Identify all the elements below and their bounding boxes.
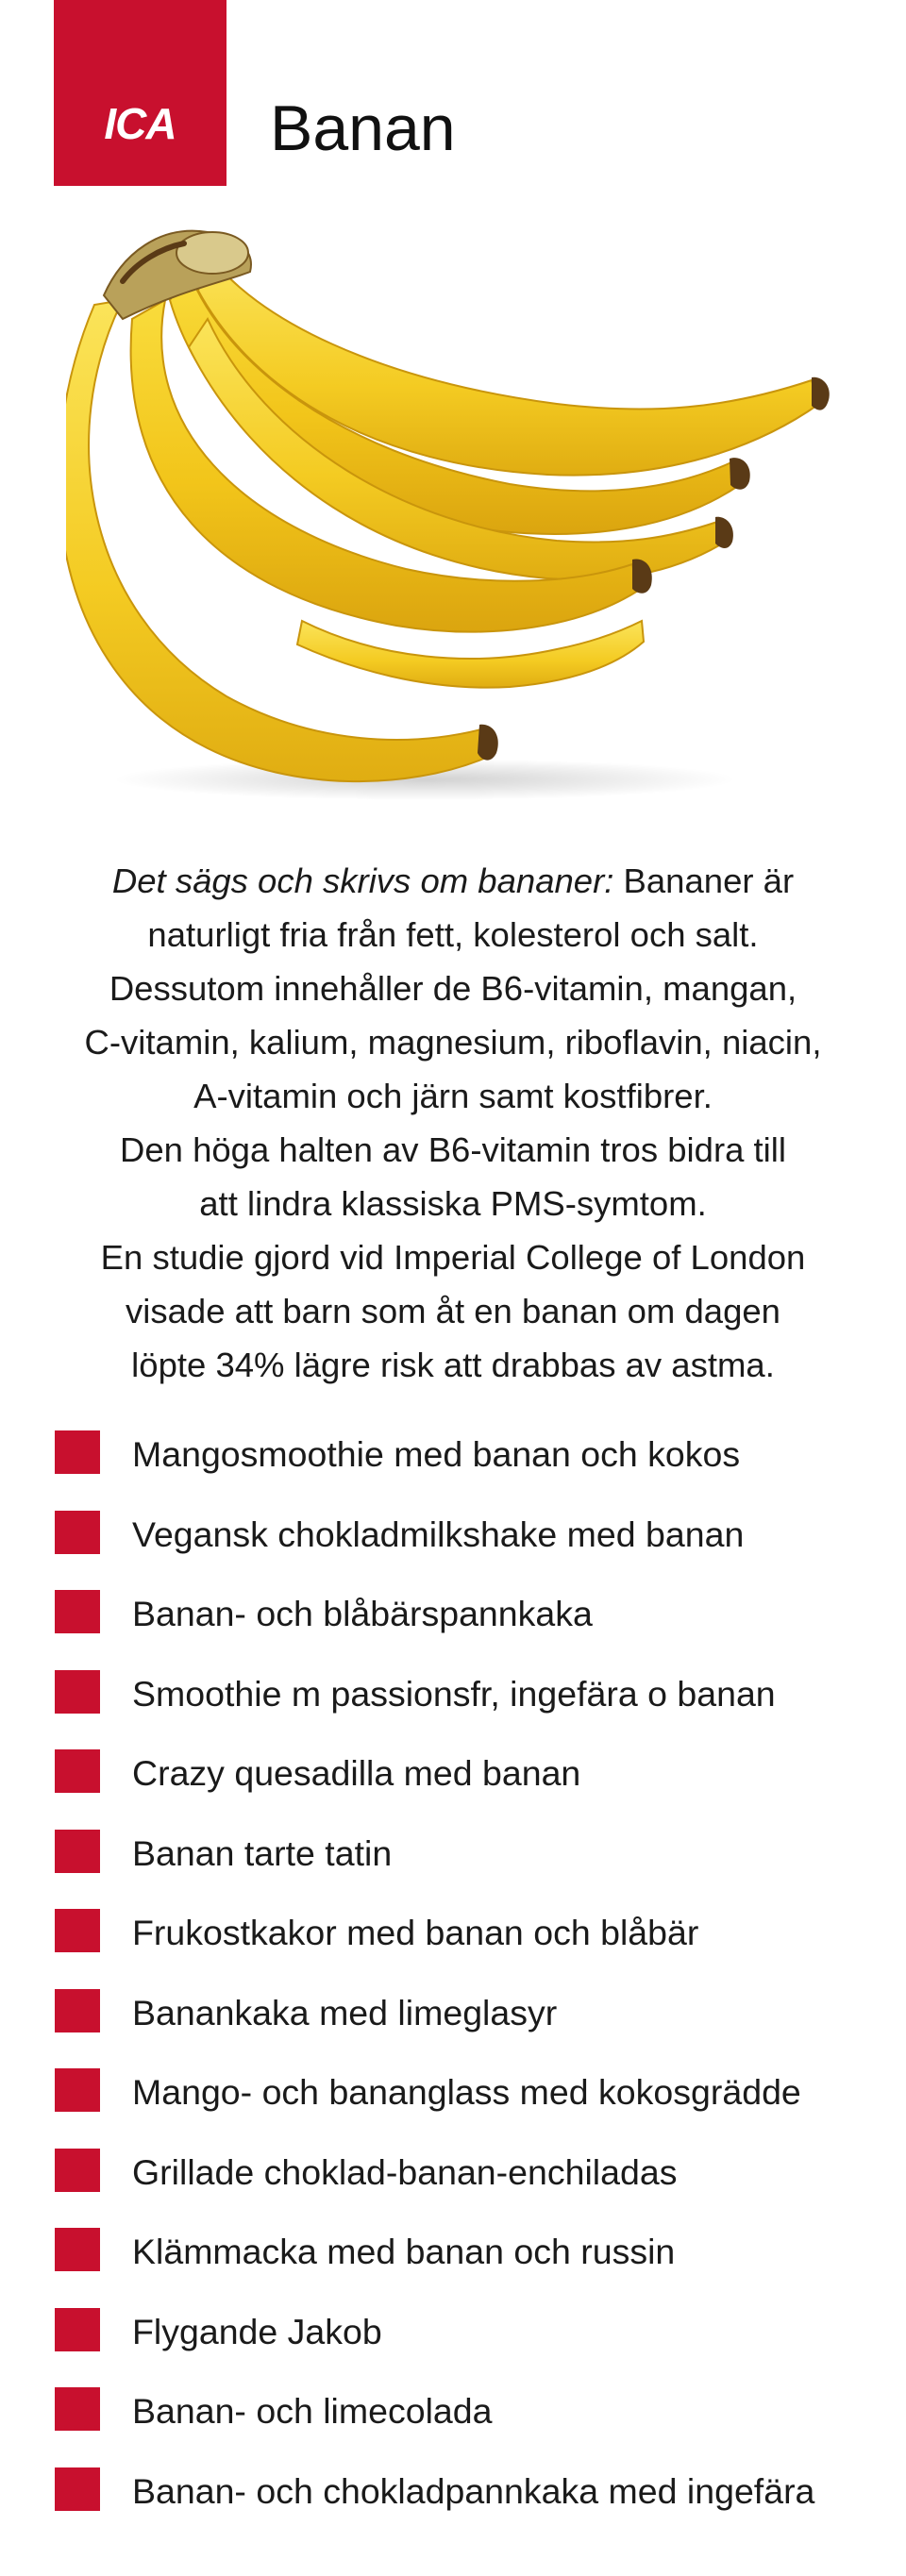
recipe-label[interactable]: Banankaka med limeglasyr — [132, 1992, 558, 2032]
page-header — [0, 0, 906, 189]
bullet-square-icon — [55, 1909, 100, 1952]
intro-line-1-rest: Bananer är — [613, 861, 795, 900]
recipe-label[interactable]: Banan tarte tatin — [132, 1832, 393, 1873]
bullet-square-icon — [55, 1670, 100, 1714]
intro-line-2: naturligt fria från fett, kolesterol och salt. — [147, 915, 759, 954]
recipe-item[interactable] — [0, 1590, 906, 1670]
recipe-label[interactable]: Vegansk chokladmilkshake med banan — [132, 1514, 745, 1554]
bullet-square-icon — [55, 1830, 100, 1873]
recipe-label[interactable]: Banan- och limecolada — [132, 2391, 493, 2431]
recipe-label[interactable]: Smoothie m passionsfr, ingefära o banan — [132, 1673, 776, 1714]
intro-lead: Det sägs och skrivs om bananer: — [111, 861, 614, 900]
ica-logo-text: ICA — [104, 99, 176, 148]
recipe-item[interactable] — [0, 1511, 906, 1591]
intro-line-7: att lindra klassiska PMS-symtom. — [199, 1184, 707, 1223]
intro-line-5: A-vitamin och järn samt kostfibrer. — [193, 1077, 713, 1115]
recipe-item[interactable] — [0, 2149, 906, 2229]
recipe-item[interactable] — [0, 1989, 906, 2069]
recipe-item[interactable] — [0, 2467, 906, 2548]
bullet-square-icon — [55, 2467, 100, 2511]
intro-line-4: C-vitamin, kalium, magnesium, riboflavin, niacin, — [84, 1023, 822, 1062]
recipe-label[interactable]: Frukostkakor med banan och blåbär — [132, 1913, 699, 1952]
recipe-label[interactable]: Crazy quesadilla med banan — [132, 1753, 581, 1793]
intro-line-3: Dessutom innehåller de B6-vitamin, mangan, — [109, 969, 797, 1008]
bullet-square-icon — [55, 1430, 100, 1474]
intro-line-10: löpte 34% lägre risk att drabbas av astma. — [131, 1346, 775, 1384]
intro-line-1 — [38, 854, 868, 908]
banana-bunch-icon — [66, 215, 840, 800]
bullet-square-icon — [55, 2149, 100, 2192]
page-title: Banan — [270, 92, 456, 164]
intro-line-9: visade att barn som åt en banan om dagen — [126, 1292, 780, 1330]
ica-logo — [54, 0, 226, 186]
recipe-item[interactable] — [0, 2228, 906, 2308]
recipe-item[interactable] — [0, 2068, 906, 2149]
recipe-item[interactable] — [0, 2387, 906, 2467]
intro-text — [38, 854, 868, 1392]
recipe-item[interactable] — [0, 2308, 906, 2388]
intro-line-6: Den höga halten av B6-vitamin tros bidra till — [119, 1130, 787, 1169]
recipe-item[interactable] — [0, 1430, 906, 1511]
bullet-square-icon — [55, 2068, 100, 2112]
recipe-item[interactable] — [0, 1749, 906, 1830]
bullet-square-icon — [55, 1590, 100, 1633]
bullet-square-icon — [55, 1511, 100, 1554]
recipe-label[interactable]: Mangosmoothie med banan och kokos — [132, 1434, 741, 1474]
recipe-item[interactable] — [0, 1670, 906, 1750]
bullet-square-icon — [55, 2308, 100, 2351]
recipe-label[interactable]: Banan- och chokladpannkaka med ingefära — [132, 2470, 815, 2511]
bullet-square-icon — [55, 1989, 100, 2032]
recipe-label[interactable]: Flygande Jakob — [132, 2311, 382, 2351]
recipe-label[interactable]: Banan- och blåbärspannkaka — [132, 1594, 593, 1633]
recipe-label[interactable]: Mango- och bananglass med kokosgrädde — [132, 2072, 801, 2112]
recipe-label[interactable]: Grillade choklad-banan-enchiladas — [132, 2151, 678, 2192]
bullet-square-icon — [55, 2228, 100, 2271]
recipe-label[interactable]: Klämmacka med banan och russin — [132, 2232, 676, 2271]
intro-line-8: En studie gjord vid Imperial College of London — [100, 1238, 806, 1277]
bullet-square-icon — [55, 1749, 100, 1793]
bullet-square-icon — [55, 2387, 100, 2431]
recipe-item[interactable] — [0, 1909, 906, 1989]
recipe-item[interactable] — [0, 1830, 906, 1910]
recipe-list — [0, 1430, 906, 2547]
